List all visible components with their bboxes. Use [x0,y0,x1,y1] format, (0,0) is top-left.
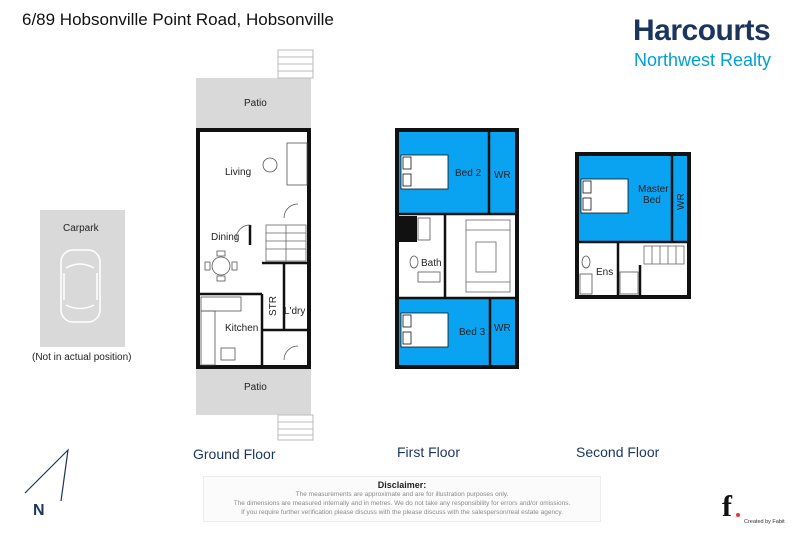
page-title: 6/89 Hobsonville Point Road, Hobsonville [22,10,334,29]
carpark-label: Carpark [63,223,99,234]
bed3-label: Bed 3 [459,327,486,338]
bed3-icon [401,313,448,347]
bed2-icon [401,155,448,189]
ens-label: Ens [596,267,614,278]
ground-floor-plan [196,50,313,440]
first-floor-plan [397,130,517,367]
living-label: Living [225,167,252,178]
master-label-line1: Master [638,184,669,195]
steps-bottom [278,415,313,440]
carpark-note: (Not in actual position) [32,352,132,363]
first-floor-label: First Floor [397,444,460,460]
bath-label: Bath [421,258,442,269]
str-label: STR [268,296,279,316]
dining-label: Dining [211,232,240,243]
disclaimer-box [203,476,601,522]
master-label-line2: Bed [643,195,661,206]
kitchen-label: Kitchen [225,323,259,334]
steps-top [278,50,313,78]
second-floor-plan [577,154,689,297]
ground-floor-label: Ground Floor [193,446,276,462]
wr2-label: WR [494,323,511,334]
patio-top-label: Patio [244,98,267,109]
north-label: N [33,502,45,519]
wr3-label: WR [676,193,687,210]
laundry-label: L'dry [284,306,306,317]
carpark-area [32,210,132,363]
wr1-label: WR [494,170,511,181]
fabit-logo-icon: f [722,490,732,523]
north-arrow-icon [25,450,68,519]
disclaimer-title: Disclaimer: [377,480,427,490]
disclaimer-line: If you require further verification please discuss with the please discuss with the salesperson/real estate agency. [241,509,563,516]
second-floor-label: Second Floor [576,444,660,460]
fabit-logo-dot [736,513,740,517]
disclaimer-line: The dimensions are measured internally and in metres. We do not take any responsibility for errors and/or omissions. [233,500,571,507]
brand-logo-name: Harcourts [633,14,771,47]
bed2-label: Bed 2 [455,168,482,179]
patio-bottom-label: Patio [244,382,267,393]
fabit-credit: Created by Fabit [744,519,785,525]
disclaimer-line: The measurements are approximate and are for illustration purposes only. [295,491,509,498]
brand-office-name: Northwest Realty [634,50,772,70]
master-bed-icon [581,179,628,213]
